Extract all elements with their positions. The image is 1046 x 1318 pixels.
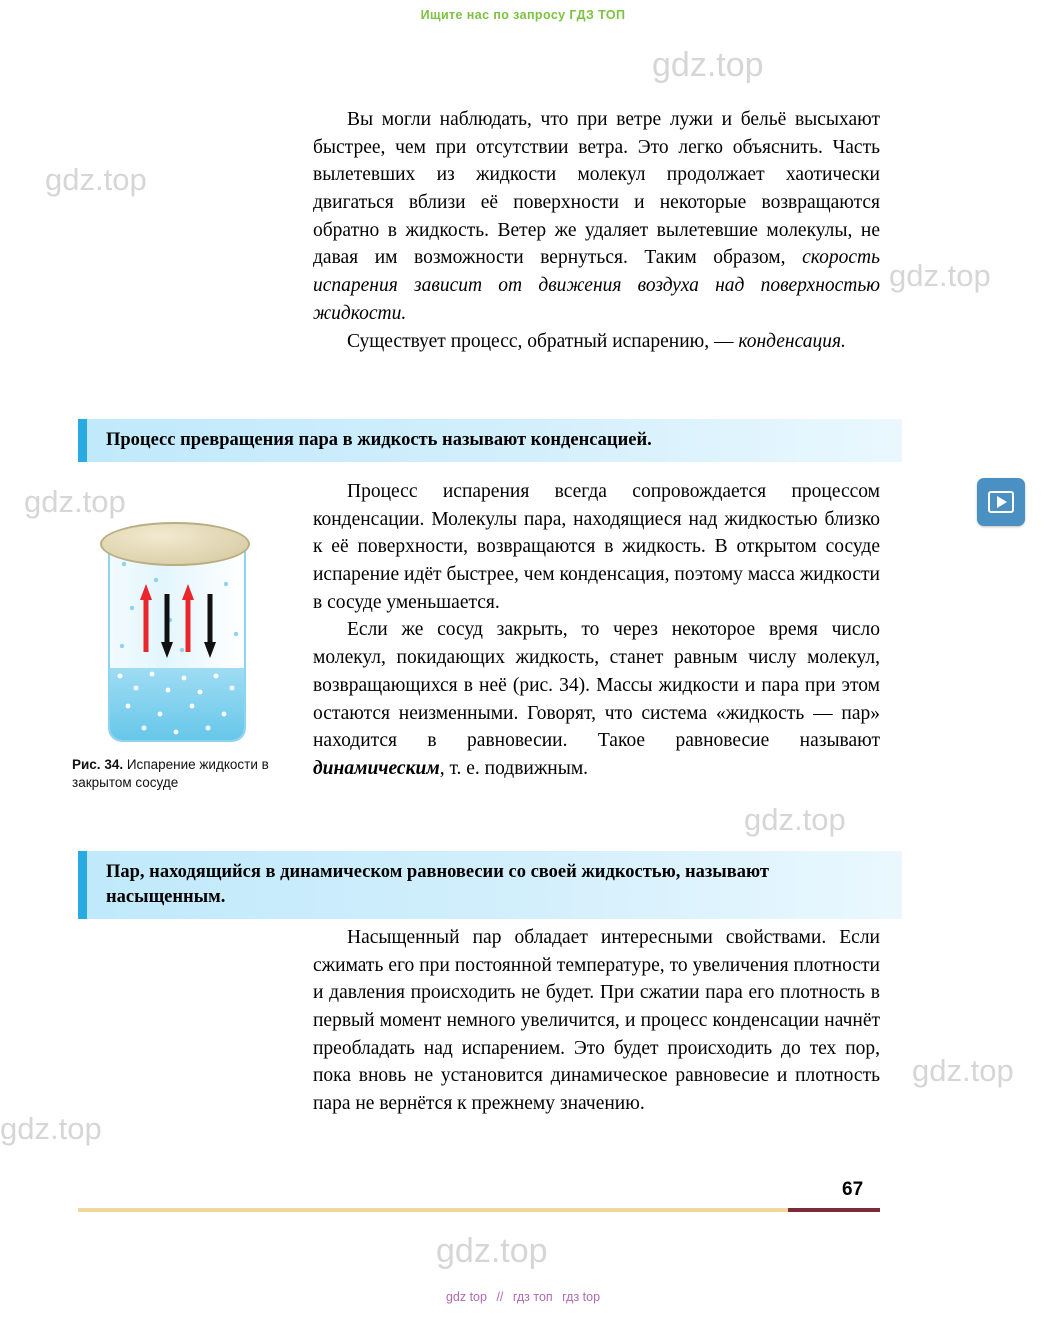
- paragraph-2-text: Существует процесс, обратный испарению, —: [347, 330, 739, 352]
- paragraph-2: [313, 328, 880, 356]
- paragraph-4-emphasis: динамическим: [313, 757, 440, 779]
- footer-link-2[interactable]: гдз топ: [512, 1290, 553, 1304]
- paragraph-1-text: Вы могли наблюдать, что при ветре лужи и бельё высыхают быстрее, чем при отсутствии ветра. Это легко объяснить. Часть вылетевших из жидкости молекул продолжает хаотически двигаться вблизи её поверхности и некоторые возвращаются обратно в жидкость. Ветер же удаляет вылетевшие молекулы, не давая им возможности вернуться. Таким образом,: [313, 109, 880, 269]
- paragraph-block-bottom: [313, 924, 880, 1118]
- footer-link-1[interactable]: gdz top: [445, 1290, 487, 1304]
- promo-banner: Ищите нас по запросу ГДЗ ТОП: [420, 8, 626, 22]
- watermark: gdz.top: [889, 258, 991, 293]
- paragraph-4: [313, 616, 880, 782]
- paragraph-4-text-end: , т. е. подвижным.: [439, 757, 589, 779]
- play-video-button[interactable]: [977, 478, 1025, 526]
- definition-callout-condensation: [78, 419, 902, 462]
- paragraph-1-emphasis: скорость испарения зависит от движения воздуха над поверхностью жидкости.: [313, 247, 880, 324]
- jar-body: [108, 550, 246, 742]
- watermark: gdz.top: [45, 162, 147, 197]
- paragraph-3: Процесс испарения всегда сопровождается процессом конденсации. Молекулы пара, находящиеся над жидкостью близко к её поверхности, возвращаются в жидкость. В открытом сосуде испарение идёт быстрее, чем конденсация, поэтому масса жидкости в сосуде уменьшается.: [313, 481, 880, 613]
- definition-callout-saturated-vapor: [78, 851, 902, 919]
- footer-link-3[interactable]: гдз top: [562, 1290, 601, 1304]
- page-number: 67: [842, 1179, 864, 1200]
- jar-lid: [100, 522, 250, 566]
- paragraph-block-top: [313, 106, 880, 355]
- callout-1-text: Процесс превращения пара в жидкость называют конденсацией.: [106, 430, 652, 450]
- figure-caption-label: Рис. 34.: [72, 757, 124, 772]
- paragraph-block-middle: [313, 478, 880, 783]
- figure-caption-text: Испарение жидкости в закрытом сосуде: [72, 757, 269, 791]
- watermark: gdz.top: [0, 1111, 102, 1146]
- footer-separator: //: [496, 1290, 504, 1304]
- closed-vessel-illustration: [100, 516, 250, 746]
- watermark: gdz.top: [744, 802, 846, 837]
- footer-rule-right: [788, 1208, 880, 1212]
- watermark: gdz.top: [24, 484, 126, 519]
- paragraph-5: Насыщенный пар обладает интересными свойствами. Если сжимать его при постоянной температуре, то увеличения плотности и давления происходить не будет. При сжатии пара его плотность в первый момент немного увеличится, и процесс конденсации начнёт преобладать над испарением. Это будет происходить до тех пор, пока вновь не установится динамическое равновесие и плотность пара не вернётся к прежнему значению.: [313, 927, 880, 1115]
- paragraph-2-emphasis: конденсация.: [738, 330, 846, 352]
- watermark: gdz.top: [912, 1053, 1014, 1088]
- evaporation-arrows: [110, 550, 244, 740]
- figure-34: [72, 516, 294, 792]
- watermark: gdz.top: [436, 1232, 548, 1270]
- paragraph-1: [313, 106, 880, 328]
- paragraph-4-text: Если же сосуд закрыть, то через некоторое время число молекул, покидающих жидкость, станет равным числу молекул, возвращающихся в неё (рис. 34). Массы жидкости и пара при этом остаются неизменными. Говорят, что система «жидкость — пар» находится в равновесии. Такое равновесие называют: [313, 619, 880, 752]
- figure-caption: [72, 756, 294, 792]
- watermark: gdz.top: [652, 46, 764, 84]
- footer-links: [0, 1290, 1046, 1304]
- footer-rule-left: [78, 1208, 788, 1212]
- play-triangle-icon: [997, 496, 1007, 508]
- callout-2-text: Пар, находящийся в динамическом равновесии со своей жидкостью, называют насыщенным.: [106, 862, 769, 907]
